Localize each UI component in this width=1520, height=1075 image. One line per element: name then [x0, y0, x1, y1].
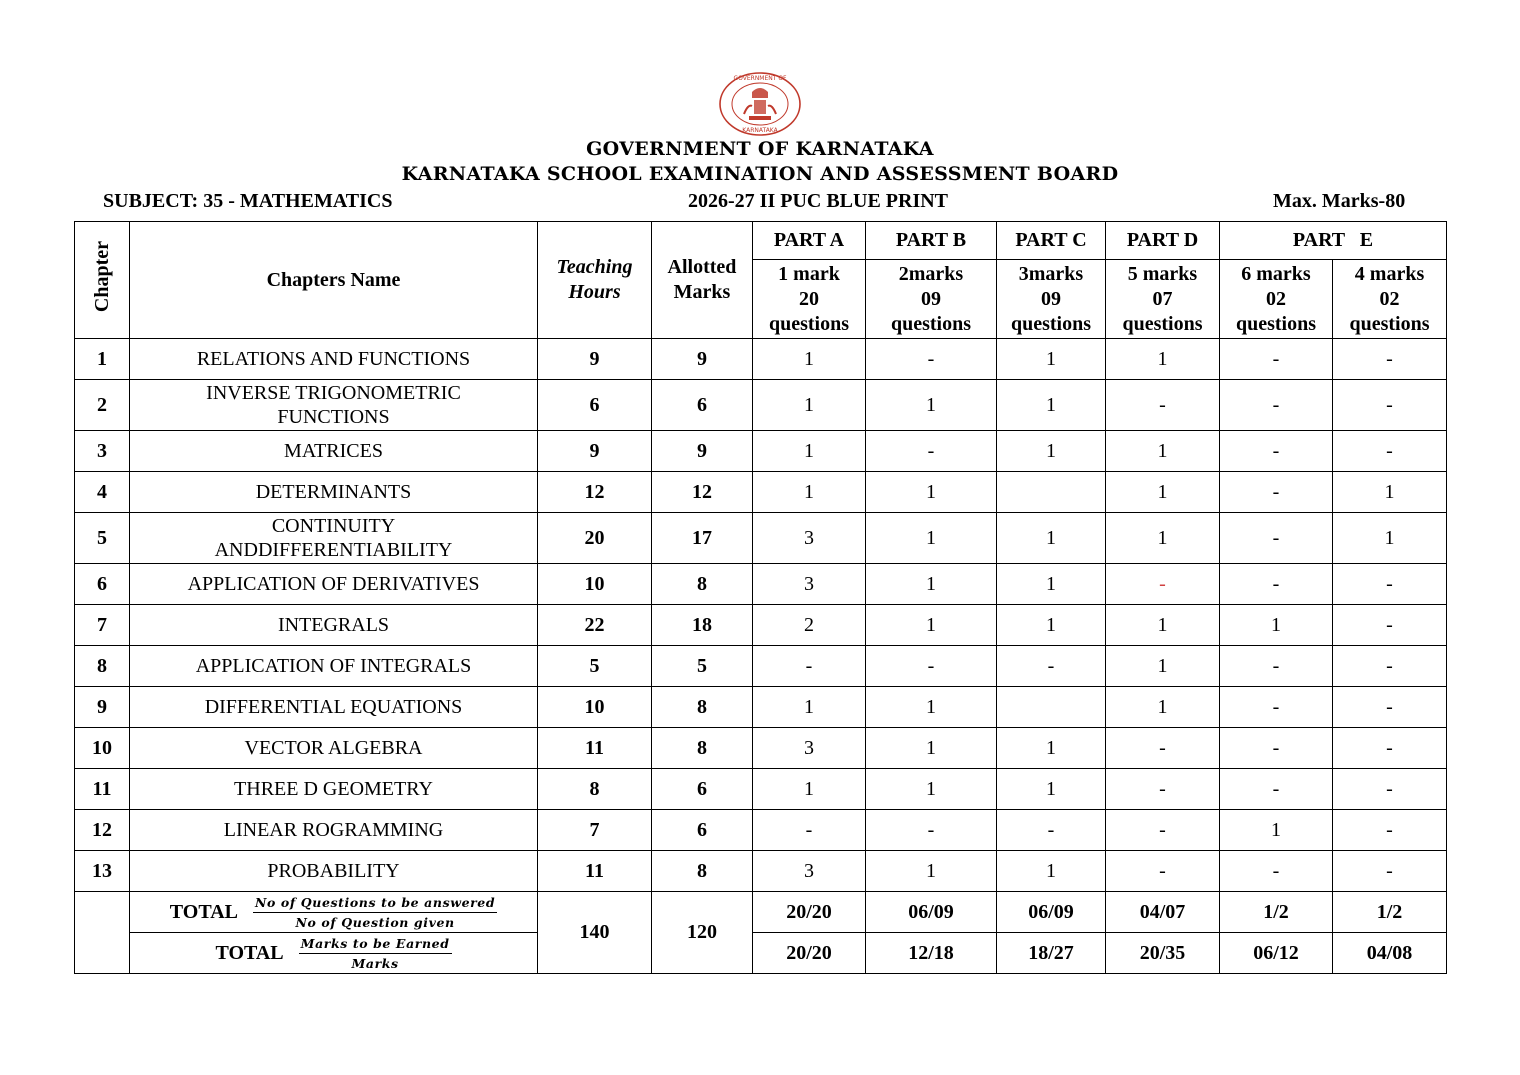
- part-b-count: 1: [866, 687, 997, 728]
- total-marks-part-e6: 06/12: [1220, 933, 1333, 974]
- allotted-marks: 6: [652, 810, 753, 851]
- allotted-marks: 18: [652, 605, 753, 646]
- part-a-count: 3: [753, 728, 866, 769]
- allotted-marks: 6: [652, 769, 753, 810]
- part-d-count: 1: [1106, 472, 1220, 513]
- chapter-number: 12: [75, 810, 130, 851]
- part-detail: 5 marks 07 questions: [1106, 260, 1220, 339]
- table-row: [75, 728, 1447, 769]
- allotted-marks: 8: [652, 564, 753, 605]
- part-a-count: 1: [753, 769, 866, 810]
- part-c-count: -: [997, 810, 1106, 851]
- chapter-name: THREE D GEOMETRY: [130, 769, 538, 810]
- part-e6-count: -: [1220, 564, 1333, 605]
- part-d-count: 1: [1106, 646, 1220, 687]
- teaching-hours: 10: [538, 564, 652, 605]
- part-b-count: 1: [866, 472, 997, 513]
- part-detail: 1 mark 20 questions: [753, 260, 866, 339]
- teaching-hours: 20: [538, 513, 652, 564]
- part-e6-count: 1: [1220, 810, 1333, 851]
- part-b-count: 1: [866, 564, 997, 605]
- part-c-count: [997, 472, 1106, 513]
- teaching-hours: 11: [538, 851, 652, 892]
- part-c-count: [997, 687, 1106, 728]
- chapter-number: 3: [75, 431, 130, 472]
- allotted-marks: 8: [652, 728, 753, 769]
- subject-label: SUBJECT: 35 - MATHEMATICS: [103, 190, 393, 212]
- part-b-count: -: [866, 646, 997, 687]
- chapter-name: LINEAR ROGRAMMING: [130, 810, 538, 851]
- emblem-text-bottom: KARNATAKA: [742, 127, 778, 134]
- chapter-rows: [75, 339, 1447, 892]
- total-marks-part-a: 20/20: [753, 933, 866, 974]
- allotted-marks: 9: [652, 431, 753, 472]
- total-questions-label: TOTAL $\frac{\text{No of Questions to be answered}}{\text{No of Question given}}$: [130, 892, 538, 933]
- part-e6-count: -: [1220, 339, 1333, 380]
- part-c-count: 1: [997, 851, 1106, 892]
- allotted-marks: 6: [652, 380, 753, 431]
- chapter-name: DIFFERENTIAL EQUATIONS: [130, 687, 538, 728]
- header-part-b: PART B: [866, 222, 997, 260]
- part-e4-count: -: [1333, 431, 1447, 472]
- part-d-count: 1: [1106, 605, 1220, 646]
- header-government: GOVERNMENT OF KARNATAKA: [586, 138, 934, 160]
- part-b-count: 1: [866, 513, 997, 564]
- part-detail: 6 marks 02 questions: [1220, 260, 1333, 339]
- part-d-count: 1: [1106, 513, 1220, 564]
- part-c-count: 1: [997, 769, 1106, 810]
- allotted-marks: 8: [652, 687, 753, 728]
- table-row: [75, 646, 1447, 687]
- max-marks-label: Max. Marks-80: [1273, 190, 1406, 212]
- part-b-count: 1: [866, 769, 997, 810]
- table-row: [75, 564, 1447, 605]
- part-e4-count: 1: [1333, 513, 1447, 564]
- allotted-marks: 8: [652, 851, 753, 892]
- part-e4-count: -: [1333, 851, 1447, 892]
- header-part-a: PART A: [753, 222, 866, 260]
- header-part-e: PART E: [1220, 222, 1447, 260]
- part-a-count: 1: [753, 339, 866, 380]
- chapter-name: VECTOR ALGEBRA: [130, 728, 538, 769]
- chapter-name: INTEGRALS: [130, 605, 538, 646]
- part-a-count: 1: [753, 687, 866, 728]
- chapter-name: MATRICES: [130, 431, 538, 472]
- chapter-number: 10: [75, 728, 130, 769]
- document-title: 2026-27 II PUC BLUE PRINT: [688, 190, 949, 212]
- part-d-count: 1: [1106, 339, 1220, 380]
- part-e4-count: -: [1333, 380, 1447, 431]
- part-e4-count: -: [1333, 728, 1447, 769]
- part-b-count: -: [866, 431, 997, 472]
- part-a-count: 3: [753, 564, 866, 605]
- part-b-count: 1: [866, 851, 997, 892]
- teaching-hours: 22: [538, 605, 652, 646]
- table-row: [75, 472, 1447, 513]
- total-hours: 140: [538, 892, 652, 974]
- blueprint-table: [74, 221, 1447, 974]
- total-questions-part-b: 06/09: [866, 892, 997, 933]
- header-allotted-marks: Allotted Marks: [652, 222, 753, 339]
- chapter-name: PROBABILITY: [130, 851, 538, 892]
- chapter-number: 2: [75, 380, 130, 431]
- part-b-count: 1: [866, 605, 997, 646]
- part-d-count: -: [1106, 810, 1220, 851]
- chapter-number: 6: [75, 564, 130, 605]
- teaching-hours: 12: [538, 472, 652, 513]
- chapter-number: 5: [75, 513, 130, 564]
- teaching-hours: 11: [538, 728, 652, 769]
- chapter-number: 7: [75, 605, 130, 646]
- total-marks-label: TOTAL $\frac{\text{Marks to be Earned}}{\text{Marks}}$: [130, 933, 538, 974]
- part-a-count: 3: [753, 851, 866, 892]
- part-b-count: 1: [866, 380, 997, 431]
- part-c-count: 1: [997, 339, 1106, 380]
- part-d-count: 1: [1106, 431, 1220, 472]
- teaching-hours: 5: [538, 646, 652, 687]
- part-e4-count: -: [1333, 564, 1447, 605]
- total-questions-part-e6: 1/2: [1220, 892, 1333, 933]
- allotted-marks: 17: [652, 513, 753, 564]
- part-c-count: -: [997, 646, 1106, 687]
- total-marks-part-d: 20/35: [1106, 933, 1220, 974]
- table-row: [75, 431, 1447, 472]
- part-e6-count: -: [1220, 646, 1333, 687]
- part-e4-count: -: [1333, 769, 1447, 810]
- allotted-marks: 5: [652, 646, 753, 687]
- part-a-count: 2: [753, 605, 866, 646]
- header-board: KARNATAKA SCHOOL EXAMINATION AND ASSESSMENT BOARD: [401, 163, 1119, 185]
- part-e6-count: -: [1220, 769, 1333, 810]
- table-row: [75, 769, 1447, 810]
- part-a-count: 1: [753, 380, 866, 431]
- part-c-count: 1: [997, 564, 1106, 605]
- teaching-hours: 9: [538, 339, 652, 380]
- table-row: [75, 605, 1447, 646]
- part-e4-count: -: [1333, 605, 1447, 646]
- part-c-count: 1: [997, 380, 1106, 431]
- emblem-text-top: GOVERNMENT OF: [733, 75, 787, 82]
- part-detail: 2marks 09 questions: [866, 260, 997, 339]
- part-e4-count: -: [1333, 339, 1447, 380]
- part-detail: 3marks 09 questions: [997, 260, 1106, 339]
- total-marks-part-c: 18/27: [997, 933, 1106, 974]
- part-d-count: -: [1106, 851, 1220, 892]
- part-d-count: -: [1106, 380, 1220, 431]
- karnataka-emblem-icon: [716, 70, 804, 138]
- table-row: [75, 687, 1447, 728]
- part-a-count: 3: [753, 513, 866, 564]
- part-c-count: 1: [997, 605, 1106, 646]
- part-e6-count: -: [1220, 472, 1333, 513]
- part-e6-count: -: [1220, 851, 1333, 892]
- header-chapters-name: Chapters Name: [130, 222, 538, 339]
- table-row: [75, 339, 1447, 380]
- header-teaching-hours: Teaching Hours: [538, 222, 652, 339]
- header-part-c: PART C: [997, 222, 1106, 260]
- teaching-hours: 8: [538, 769, 652, 810]
- total-marks-part-e4: 04/08: [1333, 933, 1447, 974]
- chapter-number: 1: [75, 339, 130, 380]
- table-row: [75, 810, 1447, 851]
- table-row: [75, 513, 1447, 564]
- part-d-count: -: [1106, 728, 1220, 769]
- chapter-number: 4: [75, 472, 130, 513]
- part-d-count: -: [1106, 769, 1220, 810]
- part-e6-count: 1: [1220, 605, 1333, 646]
- total-marks: 120: [652, 892, 753, 974]
- chapter-number: 8: [75, 646, 130, 687]
- part-e4-count: -: [1333, 687, 1447, 728]
- teaching-hours: 10: [538, 687, 652, 728]
- part-c-count: 1: [997, 728, 1106, 769]
- chapter-name: RELATIONS AND FUNCTIONS: [130, 339, 538, 380]
- chapter-number: 13: [75, 851, 130, 892]
- total-questions-part-d: 04/07: [1106, 892, 1220, 933]
- part-b-count: -: [866, 810, 997, 851]
- part-a-count: -: [753, 646, 866, 687]
- teaching-hours: 7: [538, 810, 652, 851]
- allotted-marks: 12: [652, 472, 753, 513]
- total-questions-part-a: 20/20: [753, 892, 866, 933]
- table-row: [75, 380, 1447, 431]
- total-questions-part-e4: 1/2: [1333, 892, 1447, 933]
- part-a-count: -: [753, 810, 866, 851]
- total-marks-part-b: 12/18: [866, 933, 997, 974]
- chapter-number: 9: [75, 687, 130, 728]
- part-a-count: 1: [753, 431, 866, 472]
- totals-section: [75, 892, 1447, 974]
- teaching-hours: 6: [538, 380, 652, 431]
- chapter-name: DETERMINANTS: [130, 472, 538, 513]
- part-e6-count: -: [1220, 431, 1333, 472]
- chapter-name: INVERSE TRIGONOMETRIC FUNCTIONS: [130, 380, 538, 431]
- teaching-hours: 9: [538, 431, 652, 472]
- part-detail: 4 marks 02 questions: [1333, 260, 1447, 339]
- part-a-count: 1: [753, 472, 866, 513]
- part-d-count: 1: [1106, 687, 1220, 728]
- chapter-name: CONTINUITY ANDDIFFERENTIABILITY: [130, 513, 538, 564]
- part-e6-count: -: [1220, 380, 1333, 431]
- part-e6-count: -: [1220, 687, 1333, 728]
- part-b-count: 1: [866, 728, 997, 769]
- part-b-count: -: [866, 339, 997, 380]
- part-e4-count: -: [1333, 810, 1447, 851]
- chapter-number: 11: [75, 769, 130, 810]
- part-e4-count: 1: [1333, 472, 1447, 513]
- table-row: [75, 851, 1447, 892]
- part-e6-count: -: [1220, 728, 1333, 769]
- part-e6-count: -: [1220, 513, 1333, 564]
- header-chapter: Chapter: [75, 222, 130, 339]
- part-e4-count: -: [1333, 646, 1447, 687]
- part-d-count: -: [1106, 564, 1220, 605]
- allotted-marks: 9: [652, 339, 753, 380]
- part-c-count: 1: [997, 513, 1106, 564]
- chapter-name: APPLICATION OF INTEGRALS: [130, 646, 538, 687]
- totals-blank-cell: [75, 892, 130, 974]
- header-part-d: PART D: [1106, 222, 1220, 260]
- chapter-name: APPLICATION OF DERIVATIVES: [130, 564, 538, 605]
- part-c-count: 1: [997, 431, 1106, 472]
- total-questions-part-c: 06/09: [997, 892, 1106, 933]
